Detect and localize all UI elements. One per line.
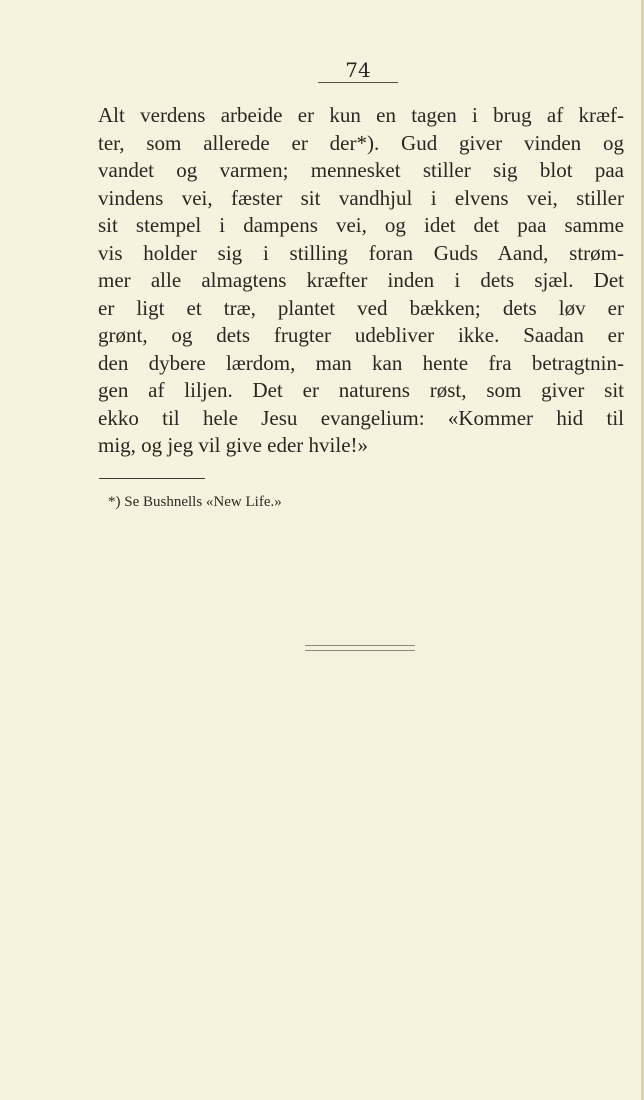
text-line: ter, som allerede er der*). Gud giver vinden og — [98, 130, 624, 155]
page-number: 74 — [318, 58, 398, 83]
text-line: vindens vei, fæster sit vandhjul i elvens vei, stiller — [98, 185, 624, 210]
text-line: grønt, og dets frugter udebliver ikke. Saadan er — [98, 323, 624, 347]
footnote-rule — [99, 478, 205, 479]
text-line: den dybere lærdom, man kan hente fra betragtnin- — [98, 350, 624, 375]
text-line: mer alle almagtens kræfter inden i dets sjæl. Det — [98, 268, 624, 292]
text-line: er ligt et træ, plantet ved bækken; dets løv er — [98, 295, 624, 320]
text-line: vandet og varmen; mennesket stiller sig blot paa — [98, 158, 624, 182]
section-end-ornament — [305, 645, 415, 651]
text-line: mig, og jeg vil give eder hvile!» — [98, 433, 369, 457]
body-paragraph — [98, 102, 624, 460]
text-line: sit stempel i dampens vei, og idet det paa samme — [98, 213, 624, 237]
text-line: Alt verdens arbeide er kun en tagen i brug af kræf- — [98, 103, 624, 127]
footnote: *) Se Bushnells «New Life.» — [108, 494, 282, 510]
text-line: gen af liljen. Det er naturens røst, som giver sit — [98, 378, 624, 402]
text-line: vis holder sig i stilling foran Guds Aand, strøm- — [98, 240, 624, 265]
text-line: ekko til hele Jesu evangelium: «Kommer hid til — [98, 405, 624, 430]
